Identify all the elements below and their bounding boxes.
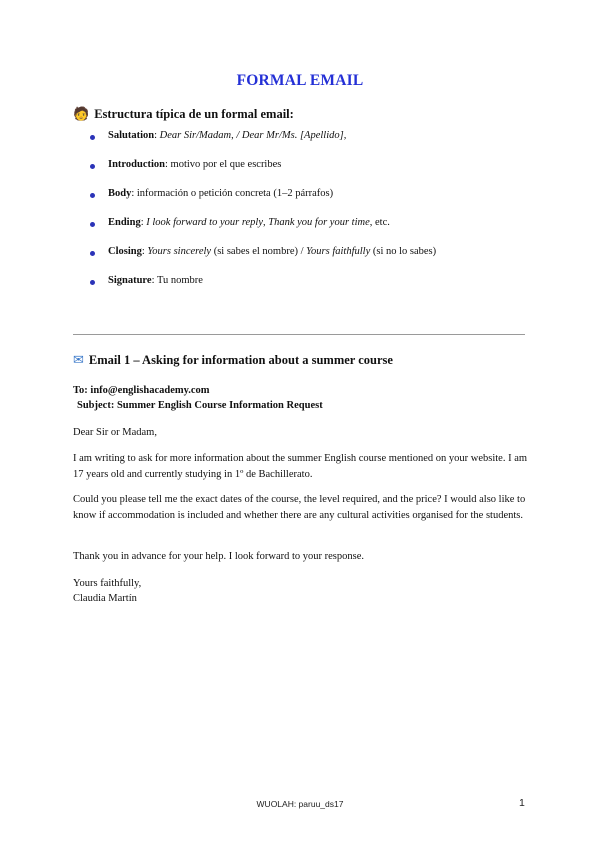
structure-item-separator: : <box>131 188 137 199</box>
email-paragraph-1: I am writing to ask for more information about the summer English course mentioned on your website. I am 17 years old and currently studying in 1º de Bachillerato. <box>73 453 528 480</box>
document-title: FORMAL EMAIL <box>236 72 364 89</box>
structure-item-part: Yours faithfully <box>306 246 371 257</box>
structure-item-label: Salutation <box>108 130 155 141</box>
structure-item-part: (si sabes el nombre) / <box>211 246 307 257</box>
bullet-icon <box>90 251 95 256</box>
structure-item-part: información o petición concreta (1–2 párrafos) <box>136 188 334 199</box>
structure-item-separator: : <box>140 217 147 228</box>
structure-item-part: (si no lo sabes) <box>370 246 437 257</box>
structure-item-separator: : <box>165 159 171 170</box>
email1-heading <box>73 353 393 368</box>
structure-item-text <box>108 246 436 257</box>
structure-item-part: , <box>231 130 237 141</box>
bullet-icon <box>90 164 95 169</box>
bullet-icon <box>90 135 95 140</box>
structure-item-separator: : <box>141 246 148 257</box>
footer-source: WUOLAH: paruu_ds17 <box>256 799 344 809</box>
structure-item-separator: : <box>154 130 160 141</box>
structure-item-separator: : <box>151 275 157 286</box>
structure-item-part: / Dear Mr/Ms. [Apellido], <box>236 130 347 141</box>
structure-item-part: Thank you for your time <box>268 217 370 228</box>
email-greeting: Dear Sir or Madam, <box>73 427 157 438</box>
email-signature: Claudia Martín <box>73 593 137 604</box>
structure-item-text <box>108 130 346 141</box>
bullet-icon <box>90 280 95 285</box>
page-number: 1 <box>519 797 525 809</box>
mail-icon: ✉ <box>73 353 84 368</box>
email-paragraph-2: Could you please tell me the exact dates of the course, the level required, and the price? I would also like to know if accommodation is included and whether there are any cultural activities organised for the students. <box>73 494 526 521</box>
structure-item-text <box>108 188 333 199</box>
structure-item-text <box>108 275 203 286</box>
structure-item-part: Tu nombre <box>156 275 203 286</box>
email-subject: Subject: Summer English Course Information Request <box>77 400 323 411</box>
structure-item-label: Signature <box>108 275 152 286</box>
structure-item-part: Dear Sir/Madam <box>159 130 232 141</box>
structure-heading <box>73 107 294 122</box>
structure-heading-text: Estructura típica de un formal email: <box>94 107 294 121</box>
structure-item-part: I look forward to your reply <box>146 217 264 228</box>
email1-heading-text: Email 1 – Asking for information about a summer course <box>88 353 393 367</box>
bullet-icon <box>90 222 95 227</box>
structure-item-part: Yours sincerely <box>147 246 212 257</box>
structure-item-part: motivo por el que escribes <box>170 159 282 170</box>
email-to: To: info@englishacademy.com <box>73 385 210 396</box>
structure-item-label: Closing <box>108 246 142 257</box>
email-header <box>73 383 533 413</box>
bullet-icon <box>90 193 95 198</box>
structure-item-label: Introduction <box>108 159 165 170</box>
email-closing: Yours faithfully, <box>73 578 142 589</box>
divider <box>73 334 525 335</box>
email-paragraph-3: Thank you in advance for your help. I look forward to your response. <box>73 551 365 562</box>
structure-item-part: , <box>263 217 269 228</box>
person-icon: 🧑 <box>73 107 90 122</box>
structure-item-text <box>108 217 390 228</box>
structure-item-text <box>108 159 281 170</box>
structure-item-label: Ending <box>108 217 141 228</box>
structure-item-label: Body <box>108 188 132 199</box>
structure-item-part: , etc. <box>369 217 390 228</box>
